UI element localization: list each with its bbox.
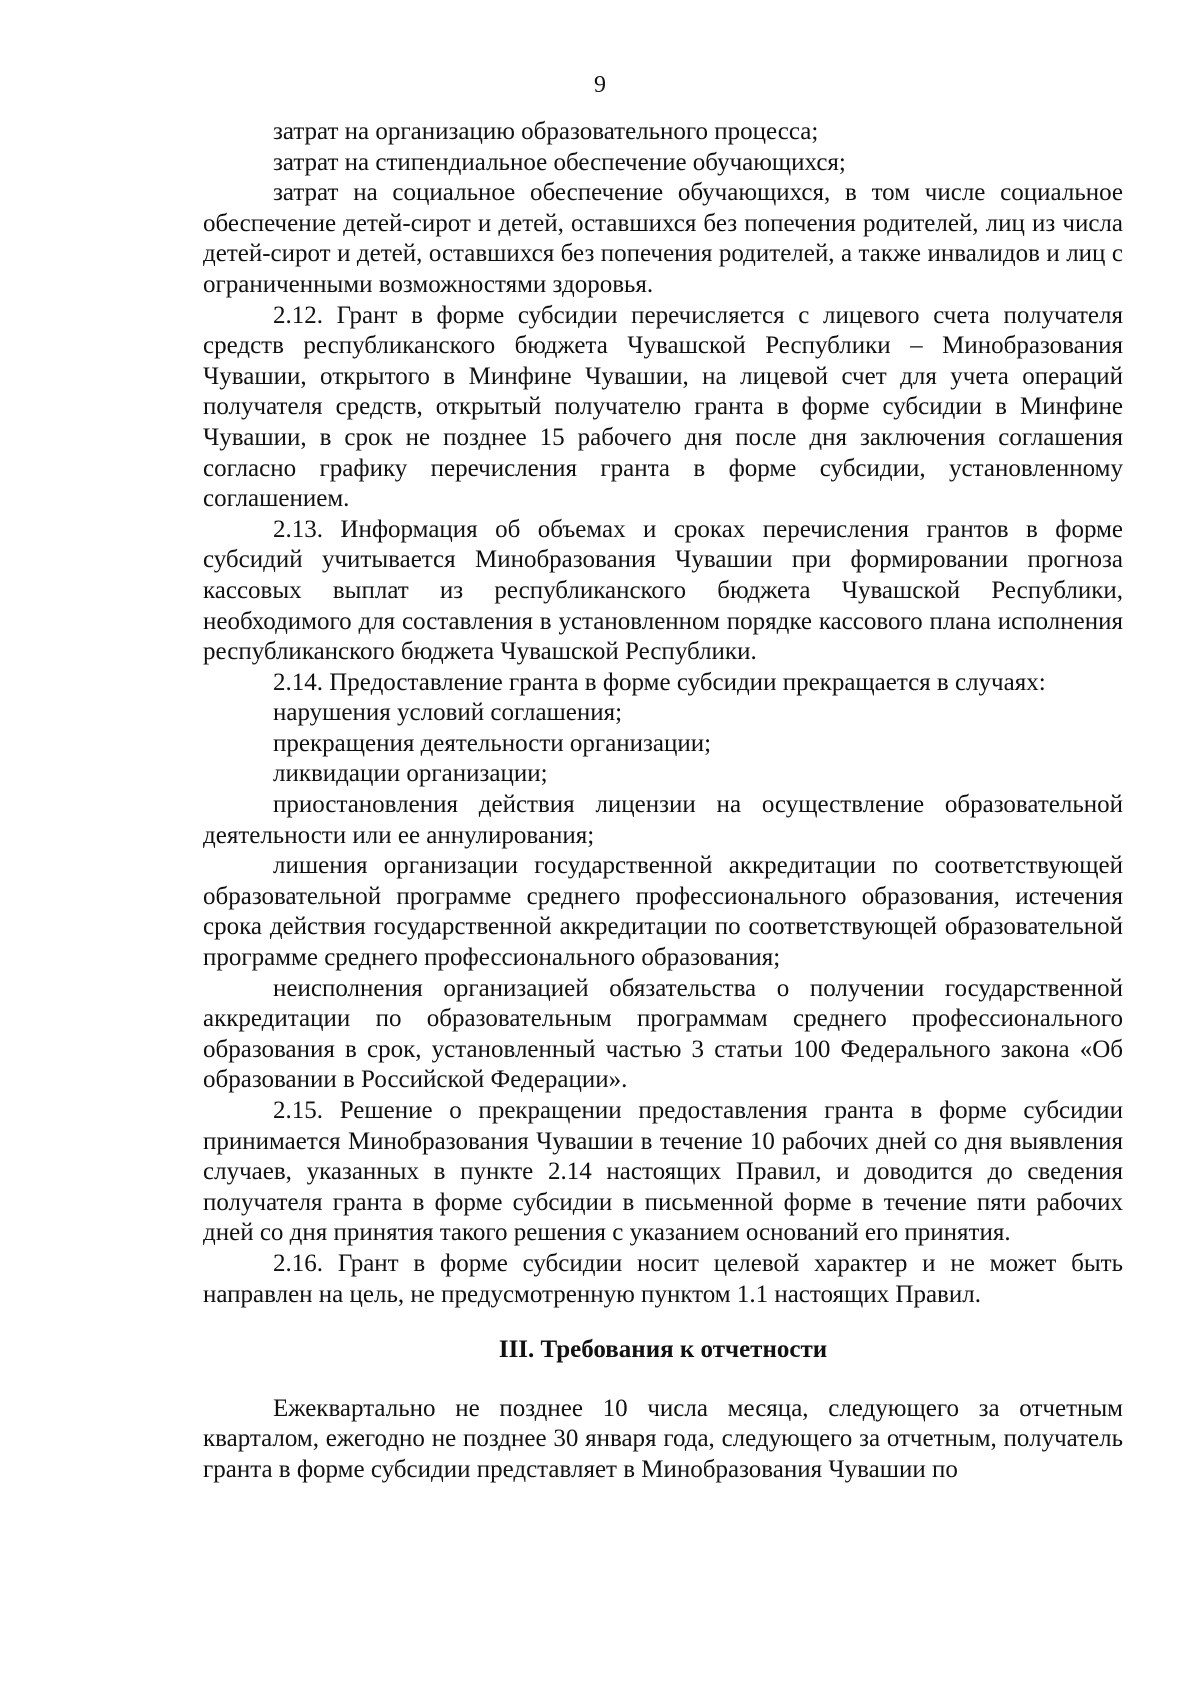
paragraph-2-12: 2.12. Грант в форме субсидии перечисляется с лицевого счета получателя средств республиканского бюджета Чувашской Республики – Минобразования Чувашии, открытого в Минфине Чувашии, на лицевой счет для учета операций получателя средств, открытый получателю гранта в форме субсидии в Минфине Чувашии, в срок не позднее 15 рабочего дня после дня заключения соглашения согласно графику перечисления гранта в форме субсидии, установленному соглашением. (203, 301, 1123, 513)
list-item: прекращения деятельности организации; (273, 729, 712, 757)
paragraph: затрат на стипендиальное обеспечение обучающихся; (273, 148, 846, 176)
paragraph-2-13: 2.13. Информация об объемах и сроках перечисления грантов в форме субсидий учитывается Минобразования Чувашии при формировании прогноза кассовых выплат из республиканского бюджета Чувашской Республики, необходимого для составления в установленном порядке кассового плана исполнения республиканского бюджета Чувашской Республики. (203, 515, 1123, 666)
list-item: нарушения условий соглашения; (273, 699, 623, 727)
list-item: неисполнения организацией обязательства о получении государственной аккредитации по образовательным программам среднего профессионального образования в срок, установленный частью 3 статьи 100 Федерального закона «Об образовании в Российской Федерации». (203, 974, 1123, 1094)
section-heading: III. Требования к отчетности (498, 1336, 828, 1364)
paragraph-2-16: 2.16. Грант в форме субсидии носит целевой характер и не может быть направлен на цель, не предусмотренную пунктом 1.1 настоящих Правил. (203, 1249, 1123, 1308)
document-body (203, 117, 1123, 1486)
list-item: ликвидации организации; (273, 760, 548, 788)
paragraph-2-15: 2.15. Решение о прекращении предоставления гранта в форме субсидии принимается Минобразования Чувашии в течение 10 рабочих дней со дня выявления случаев, указанных в пункте 2.14 настоящих Правил, и доводится до сведения получателя гранта в форме субсидии в письменной форме в течение пяти рабочих дней со дня принятия такого решения с указанием оснований его принятия. (203, 1097, 1123, 1247)
paragraph-2-14: 2.14. Предоставление гранта в форме субсидии прекращается в случаях: (273, 668, 1046, 696)
paragraph: затрат на социальное обеспечение обучающихся, в том числе социальное обеспечение детей-сирот и детей, оставшихся без попечения родителей, лиц из числа детей-сирот и детей, оставшихся без попечения родителей, а также инвалидов и лиц с ограниченными возможностями здоровья. (203, 179, 1123, 298)
paragraph: затрат на организацию образовательного процесса; (273, 118, 819, 145)
paragraph: Ежеквартально не позднее 10 числа месяца, следующего за отчетным кварталом, ежегодно не позднее 30 января года, следующего за отчетным, получатель гранта в форме субсидии представляет в Минобразования Чувашии по (203, 1394, 1123, 1483)
list-item: приостановления действия лицензии на осуществление образовательной деятельности или ее аннулирования; (203, 791, 1123, 849)
page-number: 9 (594, 72, 606, 98)
list-item: лишения организации государственной аккредитации по соответствующей образовательной программе среднего профессионального образования, истечения срока действия государственной аккредитации по соответствующей образовательной программе среднего профессионального образования; (203, 852, 1123, 972)
